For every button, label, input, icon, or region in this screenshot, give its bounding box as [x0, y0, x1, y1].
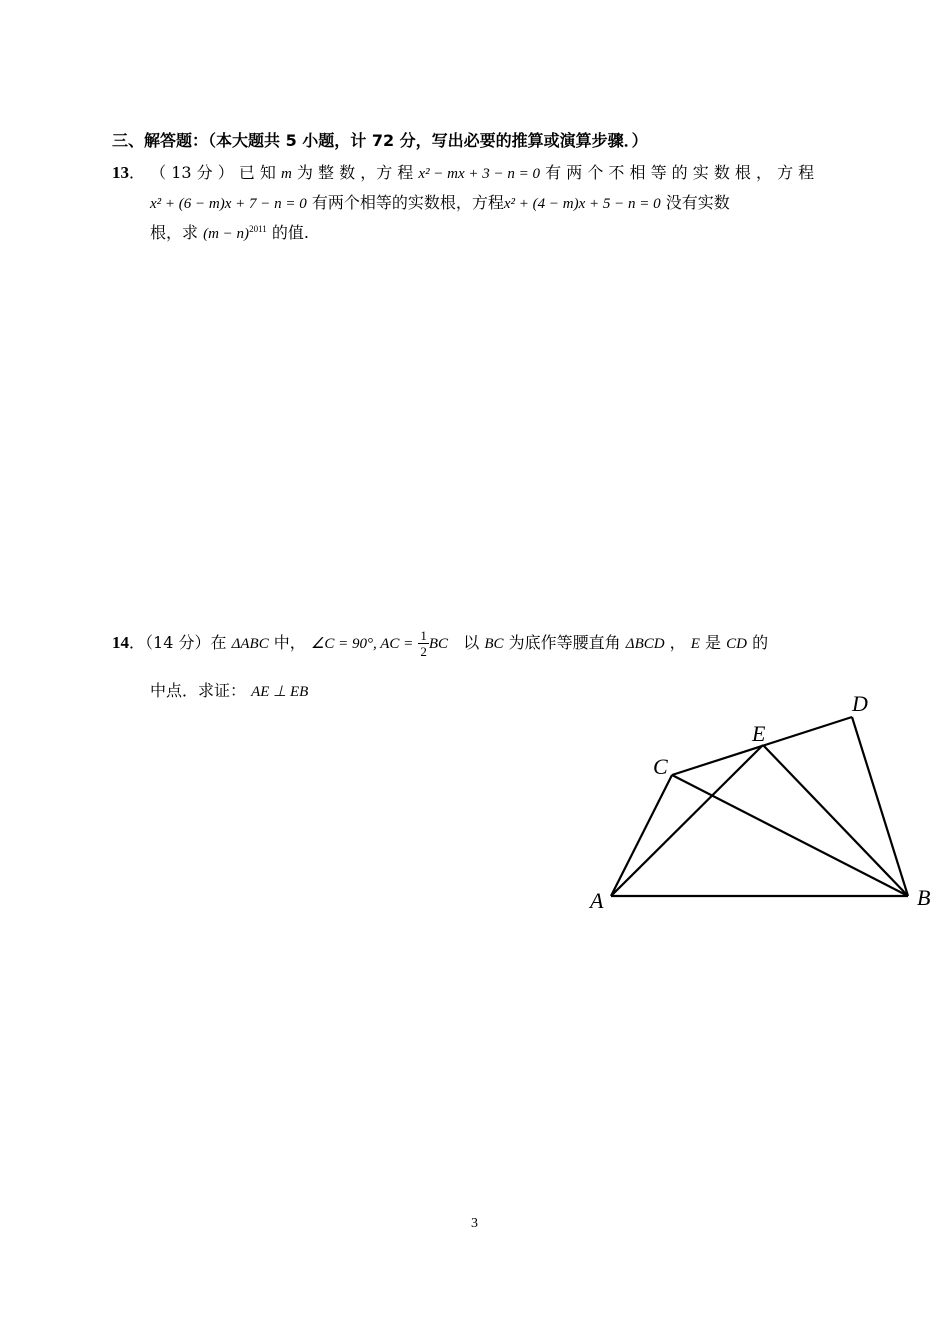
point-e: E	[690, 636, 700, 652]
question-14-line-1: 14．（14 分）在 ΔABC 中， ∠C = 90°, AC = $\frac{1}{2}$ BC 以 BC 为底作等腰直角 ΔBCD ， E 是 CD 的	[112, 628, 769, 659]
question-number: 14	[112, 633, 129, 652]
question-text: 以	[463, 633, 480, 652]
question-text: 有两个相等的实数根，方程	[311, 193, 504, 212]
label-c: C	[653, 754, 668, 779]
equation-1: x² − mx + 3 − n = 0	[418, 166, 541, 182]
question-text: 为底作等腰直角	[508, 633, 621, 652]
condition: ∠C = 90°, AC =	[310, 636, 414, 652]
proof-goal: AE ⊥ EB	[251, 684, 309, 700]
segment-ae	[611, 745, 763, 896]
label-e: E	[752, 721, 766, 746]
label-d: D	[852, 691, 868, 716]
label-b: B	[917, 885, 931, 910]
question-text: 根，求	[150, 223, 199, 242]
question-text: 已 知	[238, 163, 276, 182]
triangle-abc: ΔABC	[231, 636, 269, 652]
question-score: （14 分）在	[145, 633, 227, 652]
expression: (m − n)	[203, 226, 250, 242]
segment-eb	[763, 745, 908, 896]
segment-db	[852, 717, 908, 896]
section-heading: 三、解答题：（本大题共 5 小题，计 72 分，写出必要的推算或演算步骤．）	[112, 131, 648, 150]
segment-bc: BC	[428, 636, 449, 652]
expression-exponent: 2011	[249, 224, 267, 234]
question-text: ，	[669, 633, 686, 652]
segment-cb	[672, 775, 908, 896]
question-number: 13	[112, 163, 129, 182]
question-score: （ 13 分 ）	[150, 163, 234, 182]
segment-ac	[611, 775, 672, 896]
question-13-line-1: 13． （ 13 分 ） 已 知 m 为 整 数 ，方 程 x² − mx + 3 − n = 0 有 两 个 不 相 等 的 实 数 根 ， 方 程	[112, 163, 815, 182]
question-text: 中，	[273, 633, 306, 652]
question-text: 的	[752, 633, 769, 652]
variable-m: m	[281, 166, 292, 182]
page-number: 3	[471, 1216, 478, 1231]
question-text: 为 整 数 ，方 程	[296, 163, 414, 182]
segment-bc: BC	[484, 636, 504, 652]
fraction-denominator: 2	[420, 644, 427, 659]
label-a: A	[590, 888, 604, 913]
question-text: 有 两 个 不 相 等 的 实 数 根 ， 方 程	[545, 163, 815, 182]
segment-cd: CD	[726, 636, 747, 652]
fraction-numerator: 1	[420, 628, 427, 643]
equation-2: x² + (6 − m)x + 7 − n = 0	[150, 196, 307, 212]
question-text: 是	[705, 633, 722, 652]
question-text: 的值.	[271, 223, 309, 242]
question-text: 中点．求证：	[150, 681, 247, 700]
equation-3: x² + (4 − m)x + 5 − n = 0	[503, 196, 661, 212]
triangle-bcd: ΔBCD	[625, 636, 665, 652]
question-text: 没有实数	[665, 193, 730, 212]
